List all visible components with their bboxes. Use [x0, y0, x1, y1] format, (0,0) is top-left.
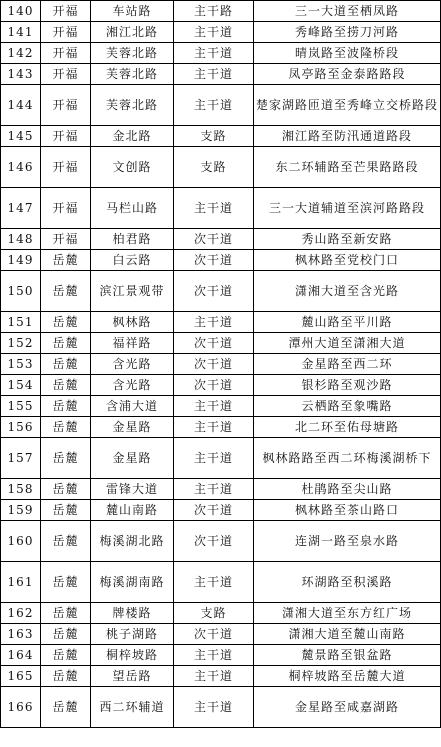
road-grade-cell: 主干道: [174, 666, 254, 687]
district-cell: 岳麓: [41, 438, 91, 479]
road-section-cell: 麓景路至银盆路: [254, 645, 441, 666]
district-cell: 岳麓: [41, 417, 91, 438]
row-number: 163: [1, 624, 41, 645]
road-section-cell: 潭州大道至潇湘大道: [254, 333, 441, 354]
row-number: 149: [1, 250, 41, 271]
row-number: 166: [1, 687, 41, 728]
row-number: 160: [1, 521, 41, 562]
district-cell: 岳麓: [41, 521, 91, 562]
table-row: [1, 22, 441, 43]
road-section-cell: 秀山路至新安路: [254, 229, 441, 250]
road-grade-cell: 次干道: [174, 333, 254, 354]
road-name-cell: 含浦大道: [91, 396, 174, 417]
district-cell: 岳麓: [41, 354, 91, 375]
table-row: [1, 43, 441, 64]
road-name-cell: 柏君路: [91, 229, 174, 250]
road-grade-cell: 主干道: [174, 312, 254, 333]
road-section-cell: 枫林路至党校门口: [254, 250, 441, 271]
table-row: [1, 500, 441, 521]
table-row: [1, 645, 441, 666]
district-cell: 岳麓: [41, 624, 91, 645]
road-grade-cell: 主干道: [174, 687, 254, 728]
road-section-cell: 楚家湖路匝道至秀峰立交桥路段: [254, 85, 441, 126]
road-name-cell: 车站路: [91, 1, 174, 22]
row-number: 153: [1, 354, 41, 375]
road-section-cell: 云栖路至象嘴路: [254, 396, 441, 417]
table-row: [1, 438, 441, 479]
road-grade-cell: 主干路: [174, 1, 254, 22]
road-section-cell: 北二环至佑母塘路: [254, 417, 441, 438]
road-name-cell: 梅溪湖北路: [91, 521, 174, 562]
road-name-cell: 含光路: [91, 375, 174, 396]
table-row: [1, 354, 441, 375]
district-cell: 开福: [41, 126, 91, 147]
row-number: 154: [1, 375, 41, 396]
road-grade-cell: 主干道: [174, 188, 254, 229]
row-number: 152: [1, 333, 41, 354]
road-grade-cell: 主干道: [174, 43, 254, 64]
row-number: 161: [1, 562, 41, 603]
row-number: 146: [1, 147, 41, 188]
road-section-cell: 潇湘大道至东方红广场: [254, 603, 441, 624]
table-row: [1, 85, 441, 126]
road-grade-cell: 次干道: [174, 521, 254, 562]
district-cell: 开福: [41, 1, 91, 22]
road-section-cell: 连湖一路至泉水路: [254, 521, 441, 562]
road-name-cell: 文创路: [91, 147, 174, 188]
road-grade-cell: 次干道: [174, 375, 254, 396]
road-grade-cell: 次干道: [174, 271, 254, 312]
road-name-cell: 金北路: [91, 126, 174, 147]
road-grade-cell: 主干道: [174, 438, 254, 479]
row-number: 159: [1, 500, 41, 521]
road-grade-cell: 次干道: [174, 354, 254, 375]
row-number: 155: [1, 396, 41, 417]
road-name-cell: 芙蓉北路: [91, 85, 174, 126]
road-name-cell: 福祥路: [91, 333, 174, 354]
road-section-cell: 金星路至咸嘉湖路: [254, 687, 441, 728]
road-name-cell: 马栏山路: [91, 188, 174, 229]
row-number: 164: [1, 645, 41, 666]
road-section-cell: 杜鹃路至尖山路: [254, 479, 441, 500]
table-row: [1, 1, 441, 22]
road-section-cell: 桐梓坡路至岳麓大道: [254, 666, 441, 687]
row-number: 151: [1, 312, 41, 333]
road-name-cell: 金星路: [91, 438, 174, 479]
row-number: 145: [1, 126, 41, 147]
road-name-cell: 桃子湖路: [91, 624, 174, 645]
road-name-cell: 芙蓉北路: [91, 43, 174, 64]
table-row: [1, 229, 441, 250]
road-section-cell: 麓山路至平川路: [254, 312, 441, 333]
table-row: [1, 666, 441, 687]
district-cell: 开福: [41, 229, 91, 250]
table-body: [1, 1, 441, 728]
road-section-cell: 东二环辅路至芒果路路段: [254, 147, 441, 188]
table-row: [1, 64, 441, 85]
row-number: 148: [1, 229, 41, 250]
road-name-cell: 芙蓉北路: [91, 64, 174, 85]
road-grade-cell: 主干道: [174, 417, 254, 438]
district-cell: 开福: [41, 64, 91, 85]
road-name-cell: 麓山南路: [91, 500, 174, 521]
road-name-cell: 望岳路: [91, 666, 174, 687]
table-row: [1, 271, 441, 312]
road-grade-cell: 主干道: [174, 64, 254, 85]
row-number: 158: [1, 479, 41, 500]
road-name-cell: 滨江景观带: [91, 271, 174, 312]
row-number: 141: [1, 22, 41, 43]
road-section-cell: 潇湘大道至麓山南路: [254, 624, 441, 645]
table-row: [1, 312, 441, 333]
district-cell: 岳麓: [41, 333, 91, 354]
table-row: [1, 375, 441, 396]
road-section-cell: 金星路至西二环: [254, 354, 441, 375]
district-cell: 开福: [41, 22, 91, 43]
road-grade-cell: 主干道: [174, 562, 254, 603]
road-grade-cell: 支路: [174, 603, 254, 624]
road-name-cell: 含光路: [91, 354, 174, 375]
table-row: [1, 188, 441, 229]
road-section-cell: 秀峰路至捞刀河路: [254, 22, 441, 43]
district-cell: 岳麓: [41, 375, 91, 396]
road-grade-cell: 主干道: [174, 85, 254, 126]
row-number: 150: [1, 271, 41, 312]
road-grade-cell: 支路: [174, 147, 254, 188]
road-name-cell: 牌楼路: [91, 603, 174, 624]
road-section-cell: 枫林路路至西二环梅溪湖桥下: [254, 438, 441, 479]
road-name-cell: 梅溪湖南路: [91, 562, 174, 603]
table-row: [1, 126, 441, 147]
table-row: [1, 603, 441, 624]
table-row: [1, 333, 441, 354]
table-row: [1, 521, 441, 562]
road-name-cell: 雷锋大道: [91, 479, 174, 500]
district-cell: 岳麓: [41, 396, 91, 417]
table-row: [1, 147, 441, 188]
district-cell: 岳麓: [41, 687, 91, 728]
road-grade-cell: 次干道: [174, 624, 254, 645]
road-section-cell: 凤亭路至金泰路路段: [254, 64, 441, 85]
district-cell: 岳麓: [41, 479, 91, 500]
table-row: [1, 250, 441, 271]
row-number: 165: [1, 666, 41, 687]
row-number: 162: [1, 603, 41, 624]
row-number: 143: [1, 64, 41, 85]
road-section-cell: 枫林路至茶山路口: [254, 500, 441, 521]
road-grade-cell: 次干道: [174, 229, 254, 250]
table-row: [1, 479, 441, 500]
road-grade-cell: 主干道: [174, 645, 254, 666]
district-cell: 开福: [41, 147, 91, 188]
district-cell: 岳麓: [41, 312, 91, 333]
row-number: 142: [1, 43, 41, 64]
district-cell: 岳麓: [41, 271, 91, 312]
road-section-cell: 潇湘大道至含光路: [254, 271, 441, 312]
road-section-cell: 三一大道辅道至滨河路路段: [254, 188, 441, 229]
district-cell: 开福: [41, 85, 91, 126]
row-number: 156: [1, 417, 41, 438]
road-section-cell: 三一大道至栖凤路: [254, 1, 441, 22]
district-cell: 开福: [41, 43, 91, 64]
row-number: 147: [1, 188, 41, 229]
road-grade-cell: 次干道: [174, 500, 254, 521]
road-grade-cell: 支路: [174, 126, 254, 147]
table-row: [1, 562, 441, 603]
road-name-cell: 湘江北路: [91, 22, 174, 43]
road-name-cell: 金星路: [91, 417, 174, 438]
road-grade-cell: 主干道: [174, 479, 254, 500]
district-cell: 开福: [41, 188, 91, 229]
road-section-cell: 晴岚路至波隆桥段: [254, 43, 441, 64]
road-section-cell: 湘江路至防汛通道路段: [254, 126, 441, 147]
road-section-cell: 银杉路至观沙路: [254, 375, 441, 396]
district-cell: 岳麓: [41, 666, 91, 687]
district-cell: 岳麓: [41, 645, 91, 666]
district-cell: 岳麓: [41, 250, 91, 271]
table-row: [1, 396, 441, 417]
road-grade-cell: 主干道: [174, 22, 254, 43]
district-cell: 岳麓: [41, 500, 91, 521]
row-number: 140: [1, 1, 41, 22]
road-name-cell: 西二环辅道: [91, 687, 174, 728]
road-section-cell: 环湖路至积溪路: [254, 562, 441, 603]
row-number: 157: [1, 438, 41, 479]
table-row: [1, 417, 441, 438]
table-row: [1, 624, 441, 645]
road-grade-cell: 次干道: [174, 250, 254, 271]
road-name-cell: 白云路: [91, 250, 174, 271]
district-cell: 岳麓: [41, 603, 91, 624]
road-grade-cell: 主干道: [174, 396, 254, 417]
road-name-cell: 枫林路: [91, 312, 174, 333]
row-number: 144: [1, 85, 41, 126]
table-row: [1, 687, 441, 728]
road-name-cell: 桐梓坡路: [91, 645, 174, 666]
district-cell: 岳麓: [41, 562, 91, 603]
